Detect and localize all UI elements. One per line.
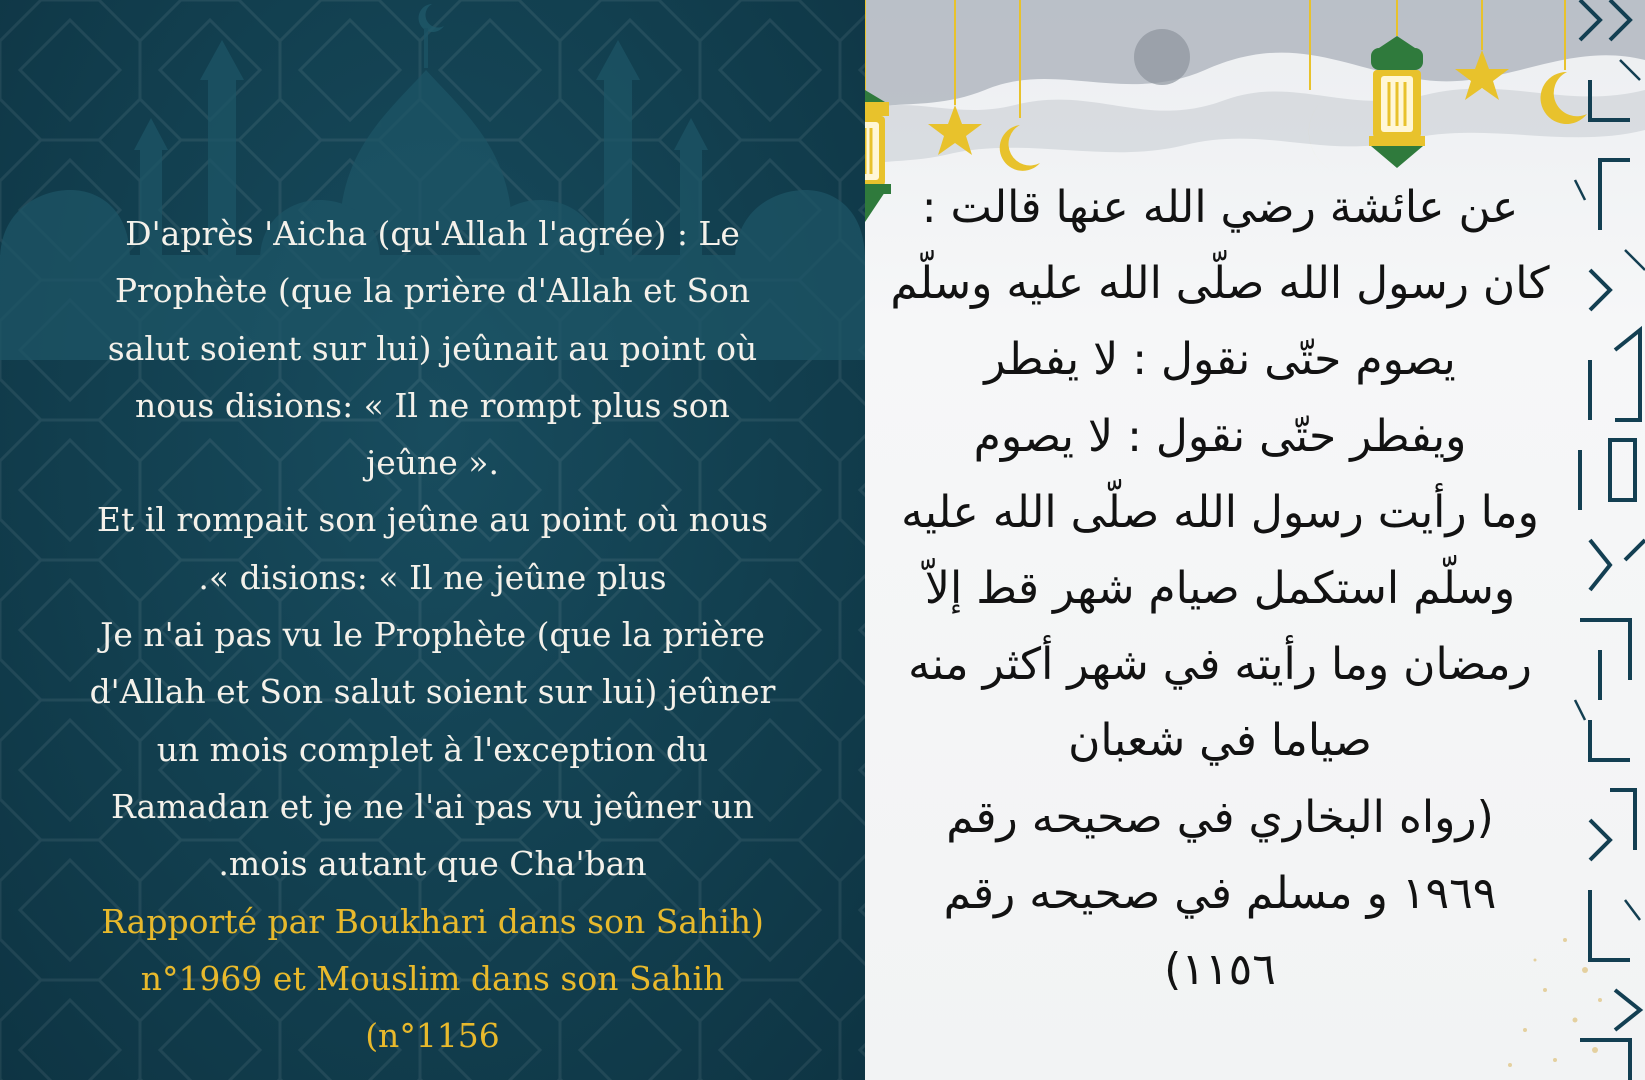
arabic-hadith-text xyxy=(865,170,1575,1008)
arabic-line: ويفطر حتّى نقول : لا يصوم xyxy=(973,410,1467,462)
french-line: .mois autant que Cha'ban xyxy=(218,844,647,884)
arabic-line: صياما في شعبان xyxy=(1068,715,1372,767)
arabic-line: رمضان وما رأيته في شهر أكثر منه xyxy=(908,639,1532,691)
french-line: jeûne ». xyxy=(366,443,499,483)
french-reference-line: (n°1156 xyxy=(365,1016,500,1056)
arabic-panel xyxy=(865,0,1645,1080)
french-line: Je n'ai pas vu le Prophète (que la prière xyxy=(100,615,765,655)
french-line: .« disions: « Il ne jeûne plus xyxy=(198,557,667,597)
french-reference-line: Rapporté par Boukhari dans son Sahih) xyxy=(101,901,764,941)
arabic-reference-line: ١٩٦٩ و مسلم في صحيحه رقم xyxy=(943,867,1497,919)
french-line: un mois complet à l'exception du xyxy=(156,729,709,769)
french-hadith-text xyxy=(70,205,795,1064)
french-line: salut soient sur lui) jeûnait au point où xyxy=(107,328,758,368)
french-reference-line: n°1969 et Mouslim dans son Sahih xyxy=(140,958,725,998)
french-line: d'Allah et Son salut soient sur lui) jeûner xyxy=(89,672,776,712)
arabic-line: كان رسول الله صلّى الله عليه وسلّم xyxy=(890,258,1550,310)
arabic-line: وسلّم استكمل صيام شهر قط إلاّ xyxy=(924,563,1516,615)
arabic-line: وما رأيت رسول الله صلّى الله عليه xyxy=(901,486,1539,538)
french-line: Ramadan et je ne l'ai pas vu jeûner un xyxy=(110,786,755,826)
french-line: Prophète (que la prière d'Allah et Son xyxy=(114,271,751,311)
french-line: Et il rompait son jeûne au point où nous xyxy=(96,500,769,540)
arabic-reference-line: (رواه البخاري في صحيحه رقم xyxy=(946,791,1494,843)
arabic-line: يصوم حتّى نقول : لا يفطر xyxy=(984,334,1456,386)
arabic-line: عن عائشة رضي الله عنها قالت : xyxy=(921,182,1519,233)
arabic-reference-line: ١١٥٦) xyxy=(1164,944,1276,996)
french-line: D'après 'Aicha (qu'Allah l'agrée) : Le xyxy=(125,214,740,253)
french-line: nous disions: « Il ne rompt plus son xyxy=(135,385,730,425)
